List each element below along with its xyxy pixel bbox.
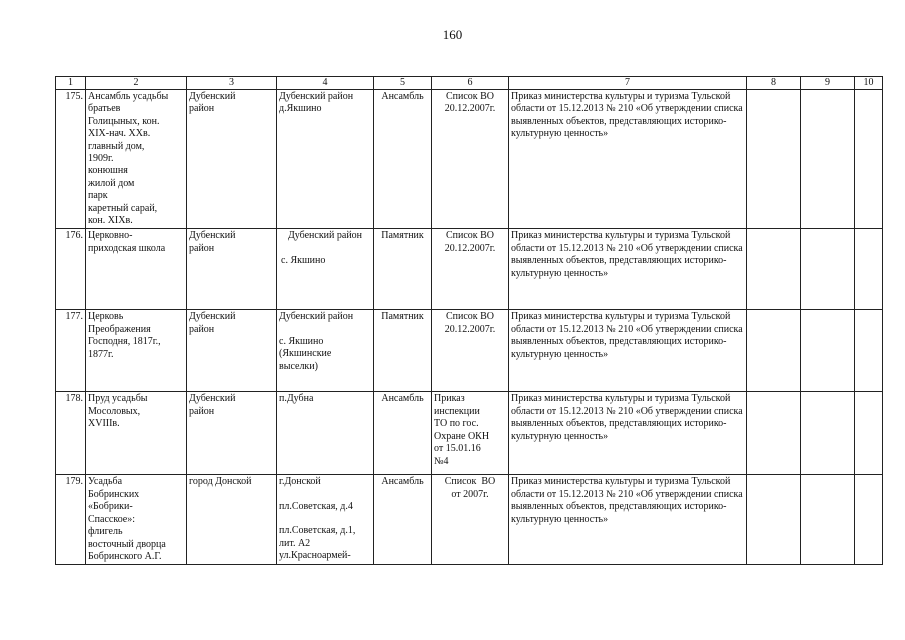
address-line: д.Якшино xyxy=(279,103,322,115)
document-line: Список ВО xyxy=(444,476,496,488)
document-line: Список ВО xyxy=(445,230,495,242)
empty-cell xyxy=(801,229,855,310)
heritage-register-table xyxy=(55,76,883,565)
document-line: Список ВО xyxy=(445,311,495,323)
address-line-spacer xyxy=(279,243,371,255)
district-cell xyxy=(187,392,277,475)
object-name-line: кон. XIXв. xyxy=(88,215,133,227)
object-name-line: Мосоловых, xyxy=(88,405,141,417)
object-name-line: «Бобрики- xyxy=(88,501,133,513)
object-name-line: Усадьба xyxy=(88,476,123,488)
district-line: район xyxy=(189,242,215,254)
object-name-line: жилой дом xyxy=(88,177,135,189)
object-type-cell: Ансамбль xyxy=(374,392,432,475)
empty-cell xyxy=(855,229,883,310)
object-name-line: Пруд усадьбы xyxy=(88,393,148,405)
address-cell xyxy=(277,229,374,310)
district-line: Дубенский xyxy=(189,230,236,242)
table-row xyxy=(56,229,883,310)
object-name-line: Спасское»: xyxy=(88,513,136,525)
address-line: выселки) xyxy=(279,360,318,372)
empty-cell xyxy=(801,475,855,565)
empty-cell xyxy=(855,392,883,475)
document-line: №4 xyxy=(434,455,449,467)
object-name-cell xyxy=(86,392,187,475)
object-name-line: каретный сарай, xyxy=(88,202,158,214)
object-name-line: конюшня xyxy=(88,165,128,177)
object-name-line: восточный дворца xyxy=(88,538,166,550)
row-number: 177. xyxy=(56,310,86,392)
object-name-line: флигель xyxy=(88,526,123,538)
empty-cell xyxy=(747,310,801,392)
column-header: 5 xyxy=(374,77,432,90)
order-cell: Приказ министерства культуры и туризма Тульской области от 15.12.2013 № 210 «Об утверждении списка выявленных объектов, представляющих историко-культурную ценность» xyxy=(509,229,747,310)
district-cell xyxy=(187,90,277,229)
document-line: 20.12.2007г. xyxy=(444,103,496,115)
document-line: Список ВО xyxy=(445,91,495,102)
column-header: 3 xyxy=(187,77,277,90)
object-name-cell xyxy=(86,475,187,565)
document-cell xyxy=(432,392,509,475)
object-name-line: Господня, 1817г., xyxy=(88,336,161,348)
document-cell xyxy=(432,229,509,310)
address-cell xyxy=(277,310,374,392)
column-header: 4 xyxy=(277,77,374,90)
document-cell xyxy=(432,90,509,229)
address-line-spacer xyxy=(279,324,371,336)
column-header: 2 xyxy=(86,77,187,90)
row-number: 179. xyxy=(56,475,86,565)
object-name-line: Бобринских xyxy=(88,488,140,500)
district-line: район xyxy=(189,323,215,335)
order-cell: Приказ министерства культуры и туризма Тульской области от 15.12.2013 № 210 «Об утверждении списка выявленных объектов, представляющих историко-культурную ценность» xyxy=(509,310,747,392)
empty-cell xyxy=(801,392,855,475)
order-cell: Приказ министерства культуры и туризма Тульской области от 15.12.2013 № 210 «Об утверждении списка выявленных объектов, представляющих историко-культурную ценность» xyxy=(509,475,747,565)
district-cell xyxy=(187,310,277,392)
empty-cell xyxy=(855,310,883,392)
address-line: (Якшинские xyxy=(279,348,332,360)
table-row xyxy=(56,90,883,229)
object-name-line: Церковно- xyxy=(88,230,133,242)
object-name-line: XIX-нач. XXв. xyxy=(88,128,151,140)
empty-cell xyxy=(855,475,883,565)
object-name-line: братьев xyxy=(88,103,121,115)
district-line: район xyxy=(189,405,215,417)
column-number-header-row xyxy=(56,77,883,90)
address-line: лит. А2 xyxy=(279,537,311,549)
empty-cell xyxy=(747,90,801,229)
empty-cell xyxy=(747,229,801,310)
address-line: Дубенский район xyxy=(287,230,363,242)
address-line: Дубенский район xyxy=(279,91,354,102)
object-name-cell xyxy=(86,90,187,229)
object-type-cell: Памятник xyxy=(374,310,432,392)
table-row xyxy=(56,310,883,392)
document-line: от 15.01.16 xyxy=(434,443,481,455)
district-cell xyxy=(187,229,277,310)
column-header: 6 xyxy=(432,77,509,90)
column-header: 9 xyxy=(801,77,855,90)
object-type-cell: Ансамбль xyxy=(374,475,432,565)
object-name-cell xyxy=(86,310,187,392)
object-name-line: 1877г. xyxy=(88,348,114,360)
district-line: город Донской xyxy=(189,476,252,488)
page-number: 160 xyxy=(442,27,463,42)
document-line: от 2007г. xyxy=(451,488,489,500)
object-name-line: 1909г. xyxy=(88,153,114,165)
column-header: 10 xyxy=(855,77,883,90)
address-cell xyxy=(277,90,374,229)
document-line: Приказ xyxy=(434,393,465,405)
empty-cell xyxy=(747,475,801,565)
column-header: 7 xyxy=(509,77,747,90)
object-type-cell: Памятник xyxy=(374,229,432,310)
column-header: 8 xyxy=(747,77,801,90)
address-line-spacer xyxy=(279,513,371,525)
row-number: 175. xyxy=(56,90,86,229)
object-name-line: приходская школа xyxy=(88,242,166,254)
district-cell xyxy=(187,475,277,565)
address-line: п.Дубна xyxy=(279,393,314,405)
document-line: 20.12.2007г. xyxy=(444,323,496,335)
object-name-line: Преображения xyxy=(88,323,151,335)
district-line: район xyxy=(189,103,215,115)
district-line: Дубенский xyxy=(189,393,236,405)
address-line: ул.Красноармей- xyxy=(279,550,351,562)
address-cell xyxy=(277,475,374,565)
document-line: инспекции xyxy=(434,405,480,417)
object-name-line: Церковь xyxy=(88,311,124,323)
address-line: с. Якшино xyxy=(281,254,326,266)
object-name-line: Бобринского А.Г. xyxy=(88,550,162,562)
document-cell xyxy=(432,475,509,565)
address-line: пл.Советская, д.1, xyxy=(279,525,356,537)
object-type-cell: Ансамбль xyxy=(374,90,432,229)
document-line: Охране ОКН xyxy=(434,430,490,442)
address-cell xyxy=(277,392,374,475)
address-line: Дубенский район xyxy=(279,311,354,323)
order-cell: Приказ министерства культуры и туризма Тульской области от 15.12.2013 № 210 «Об утверждении списка выявленных объектов, представляющих историко-культурную ценность» xyxy=(509,392,747,475)
column-header: 1 xyxy=(56,77,86,90)
order-cell: Приказ министерства культуры и туризма Тульской области от 15.12.2013 № 210 «Об утверждении списка выявленных объектов, представляющих историко-культурную ценность» xyxy=(509,90,747,229)
object-name-line: XVIIIв. xyxy=(88,418,120,430)
empty-cell xyxy=(747,392,801,475)
address-line: с. Якшино xyxy=(279,335,324,347)
address-line-spacer xyxy=(279,489,371,501)
empty-cell xyxy=(855,90,883,229)
row-number: 176. xyxy=(56,229,86,310)
district-line: Дубенский xyxy=(189,311,236,323)
object-name-line: парк xyxy=(88,190,108,202)
object-name-line: главный дом, xyxy=(88,140,145,152)
object-name-line: Ансамбль усадьбы xyxy=(88,91,169,102)
address-line: г.Донской xyxy=(279,476,321,488)
table-row xyxy=(56,392,883,475)
document-line: ТО по гос. xyxy=(434,418,479,430)
object-name-cell xyxy=(86,229,187,310)
empty-cell xyxy=(801,90,855,229)
object-name-line: Голицыных, кон. xyxy=(88,115,160,127)
document-line: 20.12.2007г. xyxy=(444,242,496,254)
document-cell xyxy=(432,310,509,392)
row-number: 178. xyxy=(56,392,86,475)
district-line: Дубенский xyxy=(189,91,236,102)
table-row xyxy=(56,475,883,565)
empty-cell xyxy=(801,310,855,392)
address-line: пл.Советская, д.4 xyxy=(279,500,353,512)
